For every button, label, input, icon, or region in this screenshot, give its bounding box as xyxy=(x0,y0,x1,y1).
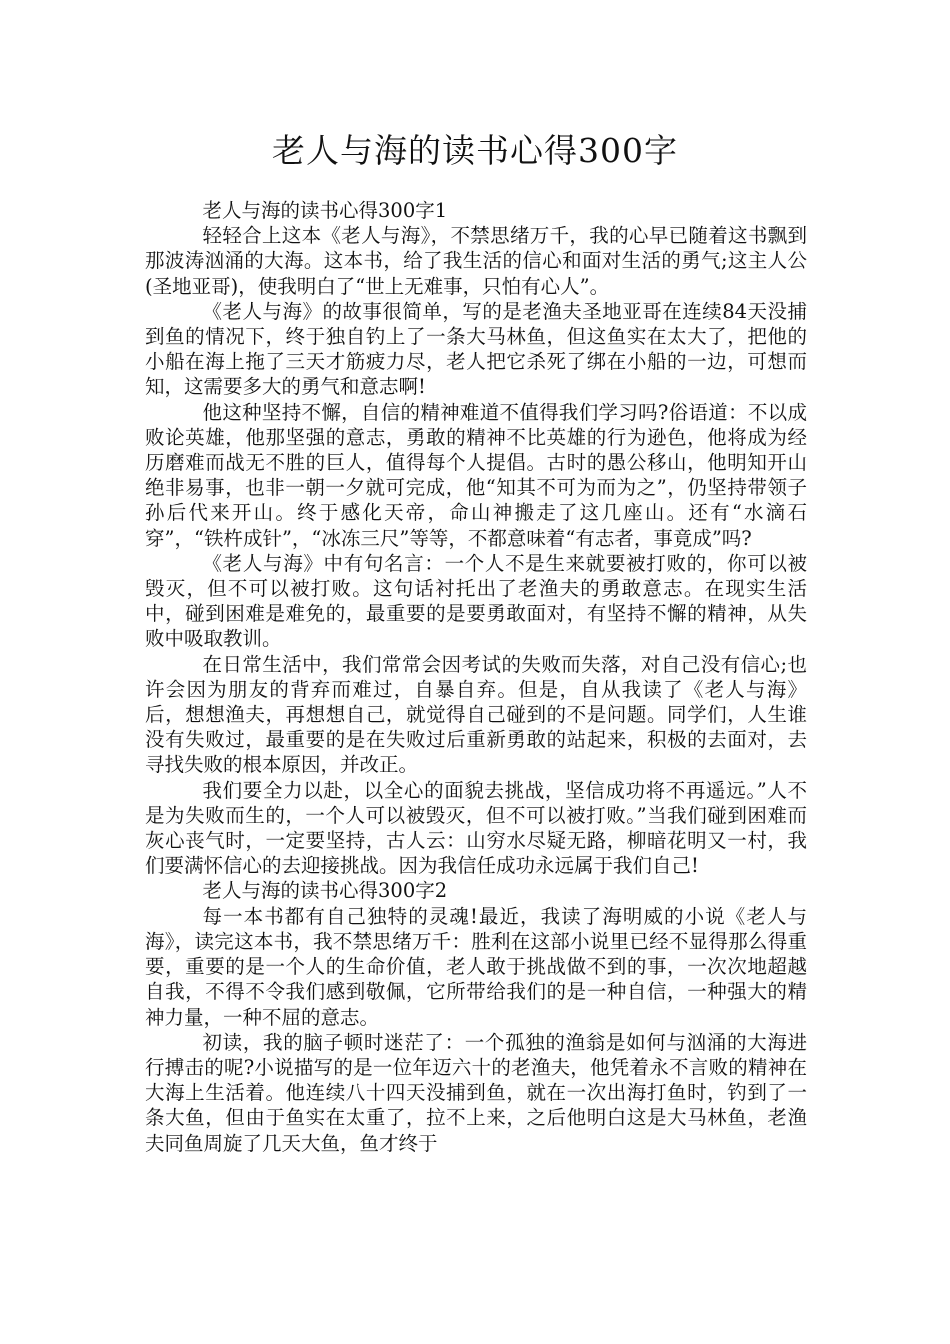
paragraph: 他这种坚持不懈，自信的精神难道不值得我们学习吗?俗语道：不以成败论英雄，他那坚强的意志，勇敢的精神不比英雄的行为逊色，他将成为经历磨难而战无不胜的巨人，值得每个人提倡。古时的愚公移山，他明知开山绝非易事，也非一朝一夕就可完成，他“知其不可为而为之”，仍坚持带领子孙后代来开山。终于感化天帝，命山神搬走了这几座山。还有“水滴石穿”，“铁杵成针”，“冰冻三尺”等等，不都意味着“有志者，事竟成”吗? xyxy=(145,400,807,550)
document-title: 老人与海的读书心得300字 xyxy=(272,131,678,170)
document-body xyxy=(145,198,807,1156)
paragraph: 《老人与海》的故事很简单，写的是老渔夫圣地亚哥在连续84天没捕到鱼的情况下，终于独自钓上了一条大马林鱼，但这鱼实在太大了，把他的小船在海上拖了三天才筋疲力尽，老人把它杀死了绑在小船的一边，可想而知，这需要多大的勇气和意志啊! xyxy=(145,299,807,399)
section-heading-1: 老人与海的读书心得300字1 xyxy=(202,199,448,222)
section-heading-2: 老人与海的读书心得300字2 xyxy=(202,879,448,903)
paragraph: 每一本书都有自己独特的灵魂!最近，我读了海明威的小说《老人与海》，读完这本书，我不禁思绪万千：胜利在这部小说里已经不显得那么得重要，重要的是一个人的生命价值，老人敢于挑战做不到的事，一次次地超越自我，不得不令我们感到敬佩，它所带给我们的是一种自信，一种强大的精神力量，一种不屈的意志。 xyxy=(145,904,807,1029)
paragraph: 轻轻合上这本《老人与海》，不禁思绪万千，我的心早已随着这书飘到那波涛汹涌的大海。这本书，给了我生活的信心和面对生活的勇气;这主人公(圣地亚哥)，使我明白了“世上无难事，只怕有心人”。 xyxy=(145,224,807,298)
paragraph: 《老人与海》中有句名言：一个人不是生来就要被打败的，你可以被毁灭，但不可以被打败。这句话衬托出了老渔夫的勇敢意志。在现实生活中，碰到困难是难免的，最重要的是要勇敢面对，有坚持不懈的精神，从失败中吸取教训。 xyxy=(145,551,807,651)
paragraph: 在日常生活中，我们常常会因考试的失败而失落，对自己没有信心;也许会因为朋友的背弃而难过，自暴自弃。但是，自从我读了《老人与海》后，想想渔夫，再想想自己，就觉得自己碰到的不是问题。同学们，人生谁没有失败过，最重要的是在失败过后重新勇敢的站起来，积极的去面对，去寻找失败的根本原因，并改正。 xyxy=(145,652,807,777)
paragraph: 初读，我的脑子顿时迷茫了：一个孤独的渔翁是如何与汹涌的大海进行搏击的呢?小说描写的是一位年迈六十的老渔夫，他凭着永不言败的精神在大海上生活着。他连续八十四天没捕到鱼，就在一次出海打鱼时，钓到了一条大鱼，但由于鱼实在太重了，拉不上来，之后他明白这是大马林鱼，老渔夫同鱼周旋了几天大鱼，鱼才终于 xyxy=(145,1030,807,1155)
paragraph: 我们要全力以赴，以全心的面貌去挑战，坚信成功将不再遥远。”人不是为失败而生的，一个人可以被毁灭，但不可以被打败。”当我们碰到困难而灰心丧气时，一定要坚持，古人云：山穷水尽疑无路，柳暗花明又一村，我们要满怀信心的去迎接挑战。因为我信任成功永远属于我们自己! xyxy=(145,778,807,878)
